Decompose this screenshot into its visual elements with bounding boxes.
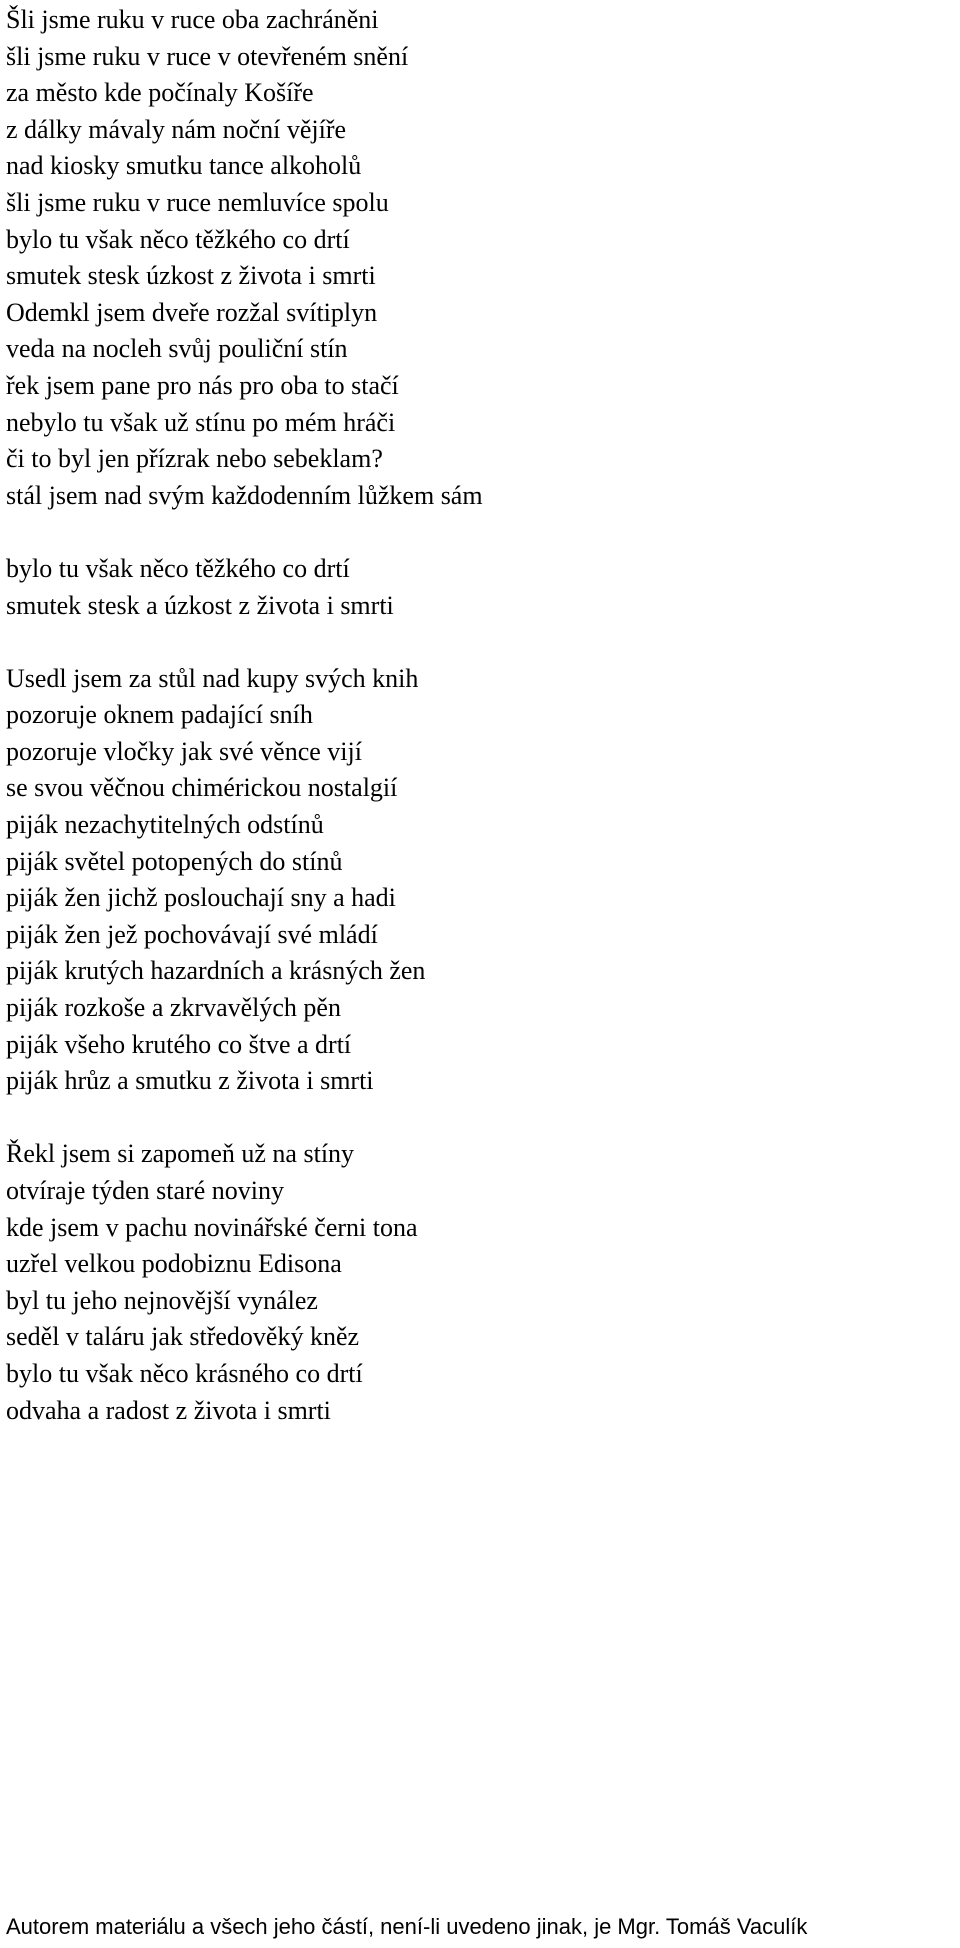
poem-line: odvaha a radost z života i smrti [6,1395,331,1425]
poem-line: z dálky mávaly nám noční vějíře [6,114,347,144]
poem-line: smutek stesk a úzkost z života i smrti [6,590,394,620]
poem-line: byl tu jeho nejnovější vynález [6,1285,318,1315]
poem-line: stál jsem nad svým každodenním lůžkem sám [6,480,483,510]
poem-line: šli jsme ruku v ruce v otevřeném snění [6,41,409,71]
poem-line: bylo tu však něco těžkého co drtí [6,553,350,583]
poem-line: piják hrůz a smutku z života i smrti [6,1066,374,1096]
poem-line: či to byl jen přízrak nebo sebeklam? [6,444,383,474]
stanza-4 [6,1136,946,1429]
poem-line: pozoruje vločky jak své věnce vijí [6,736,362,766]
poem-line: piják žen jichž poslouchají sny a hadi [6,883,396,913]
poem-line: Usedl jsem za stůl nad kupy svých knih [6,663,419,693]
poem-line: bylo tu však něco těžkého co drtí [6,224,350,254]
poem-line: se svou věčnou chimérickou nostalgií [6,773,398,803]
poem-line: Odemkl jsem dveře rozžal svítiplyn [6,297,378,327]
poem-line: piják všeho krutého co štve a drtí [6,1029,352,1059]
poem-line: kde jsem v pachu novinářské černi tona [6,1212,418,1242]
poem-line: piják rozkoše a zkrvavělých pěn [6,993,341,1023]
poem-line: seděl v taláru jak středověký kněz [6,1322,360,1352]
poem-line: pozoruje oknem padající sníh [6,700,313,730]
stanza-3 [6,661,946,1100]
poem-line: piják nezachytitelných odstínů [6,810,324,840]
stanza-2 [6,551,946,624]
poem-line: smutek stesk úzkost z života i smrti [6,261,376,291]
poem-line: Šli jsme ruku v ruce oba zachráněni [6,5,379,34]
stanza-1 [6,2,946,514]
author-footer: Autorem materiálu a všech jeho částí, není-li uvedeno jinak, je Mgr. Tomáš Vaculík [6,1914,808,1939]
poem-line: bylo tu však něco krásného co drtí [6,1358,363,1388]
poem-line: uzřel velkou podobiznu Edisona [6,1249,342,1279]
poem-line: piják žen jež pochovávají své mládí [6,919,378,949]
poem-line: otvíraje týden staré noviny [6,1176,284,1205]
poem-line: řek jsem pane pro nás pro oba to stačí [6,370,399,400]
poem-line: Řekl jsem si zapomeň už na stíny [6,1139,355,1169]
poem-body [6,2,946,1429]
poem-line: nad kiosky smutku tance alkoholů [6,151,362,181]
poem-line: za město kde počínaly Košíře [6,78,314,108]
poem-line: piják světel potopených do stínů [6,846,343,876]
poem-line: nebylo tu však už stínu po mém hráči [6,407,396,437]
poem-line: šli jsme ruku v ruce nemluvíce spolu [6,187,389,217]
poem-line: veda na nocleh svůj pouliční stín [6,334,348,364]
poem-line: piják krutých hazardních a krásných žen [6,956,426,986]
